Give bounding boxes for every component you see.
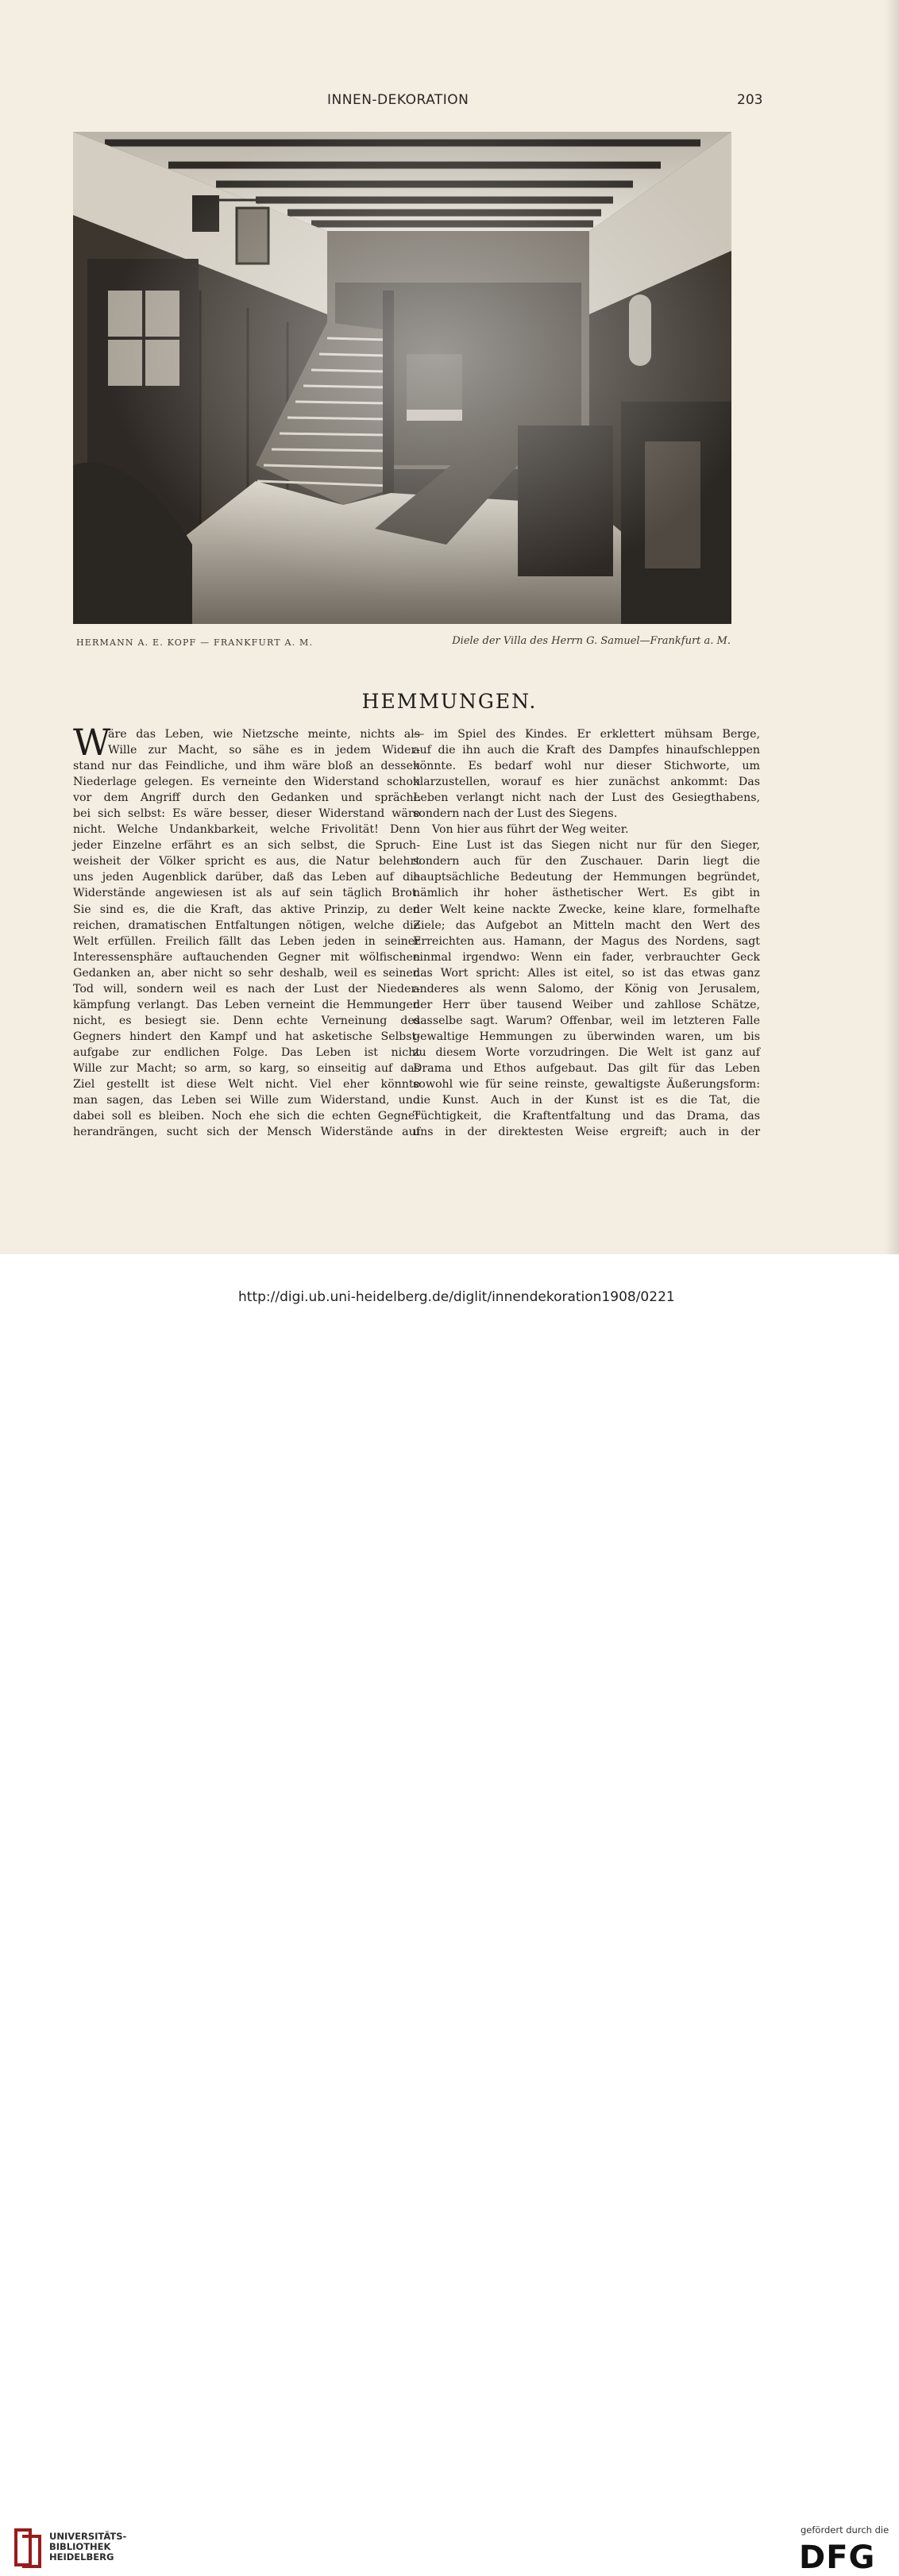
library-logo-icon (14, 2527, 43, 2568)
text-line: man sagen, das Leben sei Wille zum Widerstand, und (73, 1094, 420, 1107)
text-line: die Kunst. Auch in der Kunst ist es die Tat, die (413, 1094, 760, 1107)
text-line: reichen, dramatischen Entfaltungen nötigen, welche die (73, 918, 420, 932)
text-column-right (413, 726, 760, 1140)
text-line: dasselbe sagt. Warum? Offenbar, weil im letzteren Falle (413, 1014, 760, 1027)
text-line: bei sich selbst: Es wäre besser, dieser Widerstand wäre (73, 807, 420, 821)
text-line: äre das Leben, wie Nietzsche meinte, nichts als (108, 728, 420, 741)
photo-credit-architect: HERMANN A. E. KOPF — FRANKFURT A. M. (76, 637, 314, 648)
funding-caption: gefördert durch die (801, 2524, 889, 2536)
text-line: gewaltige Hemmungen zu überwinden waren, um bis (413, 1030, 760, 1043)
text-line: Niederlage gelegen. Es verneinte den Widerstand schon (73, 776, 420, 789)
library-name-line: UNIVERSITÄTS- (49, 2531, 127, 2542)
text-line: Tüchtigkeit, die Kraftentfaltung und das Drama, das (413, 1110, 760, 1123)
text-line: nämlich ihr hoher ästhetischer Wert. Es gibt in (413, 887, 760, 900)
hall-staircase-image (73, 132, 731, 624)
text-line: Sie sind es, die die Kraft, das aktive Prinzip, zu den (73, 903, 420, 916)
text-line: hauptsächliche Bedeutung der Hemmungen begründet, (413, 871, 760, 884)
text-line: Eine Lust ist das Siegen nicht nur für den Sieger, (432, 839, 760, 853)
text-line: kämpfung verlangt. Das Leben verneint die Hemmungen (73, 998, 420, 1011)
scanned-page (0, 0, 899, 1254)
text-line: jeder Einzelne erfährt es an sich selbst, die Spruch- (73, 839, 420, 853)
dfg-logo: DFG (799, 2539, 876, 2576)
text-line: herandrängen, sucht sich der Mensch Widerstände auf (73, 1126, 420, 1139)
text-line: Tod will, sondern weil es nach der Lust der Nieder- (73, 982, 420, 995)
text-line: Erreichten aus. Hamann, der Magus des Nordens, sagt (413, 934, 760, 948)
text-line: nicht, es besiegt sie. Denn echte Verneinung des (73, 1014, 420, 1027)
library-name-line: HEIDELBERG (49, 2551, 114, 2563)
text-line: — im Spiel des Kindes. Er erklettert mühsam Berge, (413, 728, 760, 741)
text-line: Wille zur Macht, so sähe es in jedem Wider- (108, 744, 420, 757)
text-line: Gedanken an, aber nicht so sehr deshalb, weil es seinen (73, 966, 420, 980)
text-line: der Herr über tausend Weiber und zahllose Schätze, (413, 998, 760, 1011)
text-line: einmal irgendwo: Wenn ein fader, verbrauchter Geck (413, 950, 760, 964)
text-line: aufgabe zur endlichen Folge. Das Leben ist nicht (73, 1045, 420, 1059)
text-line: sowohl wie für seine reinste, gewaltigste Äußerungsform: (413, 1078, 760, 1092)
text-line: klarzustellen, worauf es hier zunächst ankommt: Das (413, 776, 760, 789)
page-number: 203 (737, 92, 763, 108)
text-column-left (73, 721, 420, 1140)
text-line: der Welt keine nackte Zwecke, keine klare, formelhafte (413, 903, 760, 916)
article-title: HEMMUNGEN. (361, 690, 538, 713)
text-line: nicht. Welche Undankbarkeit, welche Frivolität! Denn (73, 823, 420, 837)
text-line: das Wort spricht: Alles ist eitel, so ist das etwas ganz (413, 966, 760, 980)
text-line: sondern nach der Lust des Siegens. (413, 807, 618, 821)
text-line: weisheit der Völker spricht es aus, die Natur belehrt (73, 855, 420, 868)
text-line: auf die ihn auch die Kraft des Dampfes hinaufschleppen (413, 744, 760, 757)
text-line: dabei soll es bleiben. Noch ehe sich die echten Gegner (73, 1110, 420, 1123)
text-line: Welt erfüllen. Freilich fällt das Leben jeden in seiner (73, 934, 420, 948)
page-edge-shadow (885, 0, 899, 1254)
text-line: sondern auch für den Zuschauer. Darin liegt die (413, 855, 760, 868)
text-line: zu diesem Worte vorzudringen. Die Welt ist ganz auf (413, 1045, 760, 1059)
text-line: könnte. Es bedarf wohl nur dieser Stichworte, um (413, 760, 760, 773)
text-line: Interessensphäre auftauchenden Gegner mit wölfischen (73, 950, 420, 964)
text-line: Von hier aus führt der Weg weiter. (432, 823, 629, 837)
text-line: Gegners hindert den Kampf und hat asketische Selbst- (73, 1030, 420, 1043)
text-line: Leben verlangt nicht nach der Lust des Gesiegthabens, (413, 791, 760, 805)
running-title: INNEN-DEKORATION (327, 92, 469, 108)
text-line: stand nur das Feindliche, und ihm wäre bloß an dessen (73, 760, 420, 773)
text-line: uns jeden Augenblick darüber, daß das Leben auf die (73, 871, 420, 884)
library-name-line: BIBLIOTHEK (49, 2541, 111, 2552)
interior-photograph (73, 132, 731, 624)
library-name (49, 2532, 126, 2563)
drop-cap: W (73, 721, 111, 764)
text-line: anderes als wenn Salomo, der König von Jerusalem, (413, 982, 760, 995)
text-line: uns in der direktesten Weise ergreift; auch in der (413, 1126, 760, 1139)
text-line: Ziel gestellt ist diese Welt nicht. Viel eher könnte (73, 1078, 420, 1092)
text-line: vor dem Angriff durch den Gedanken und spräche (73, 791, 420, 805)
text-line: Widerstände angewiesen ist als auf sein täglich Brot. (73, 887, 420, 900)
text-line: Wille zur Macht; so arm, so karg, so einseitig auf das (73, 1061, 420, 1075)
source-url-link[interactable]: http://digi.ub.uni-heidelberg.de/diglit/innendekoration1908/0221 (238, 1289, 675, 1305)
photo-caption: Diele der Villa des Herrn G. Samuel—Frankfurt a. M. (452, 635, 731, 647)
text-line: Drama und Ethos aufgebaut. Das gilt für das Leben (413, 1061, 760, 1075)
text-line: Ziele; das Aufgebot an Mitteln macht den Wert des (413, 918, 760, 932)
